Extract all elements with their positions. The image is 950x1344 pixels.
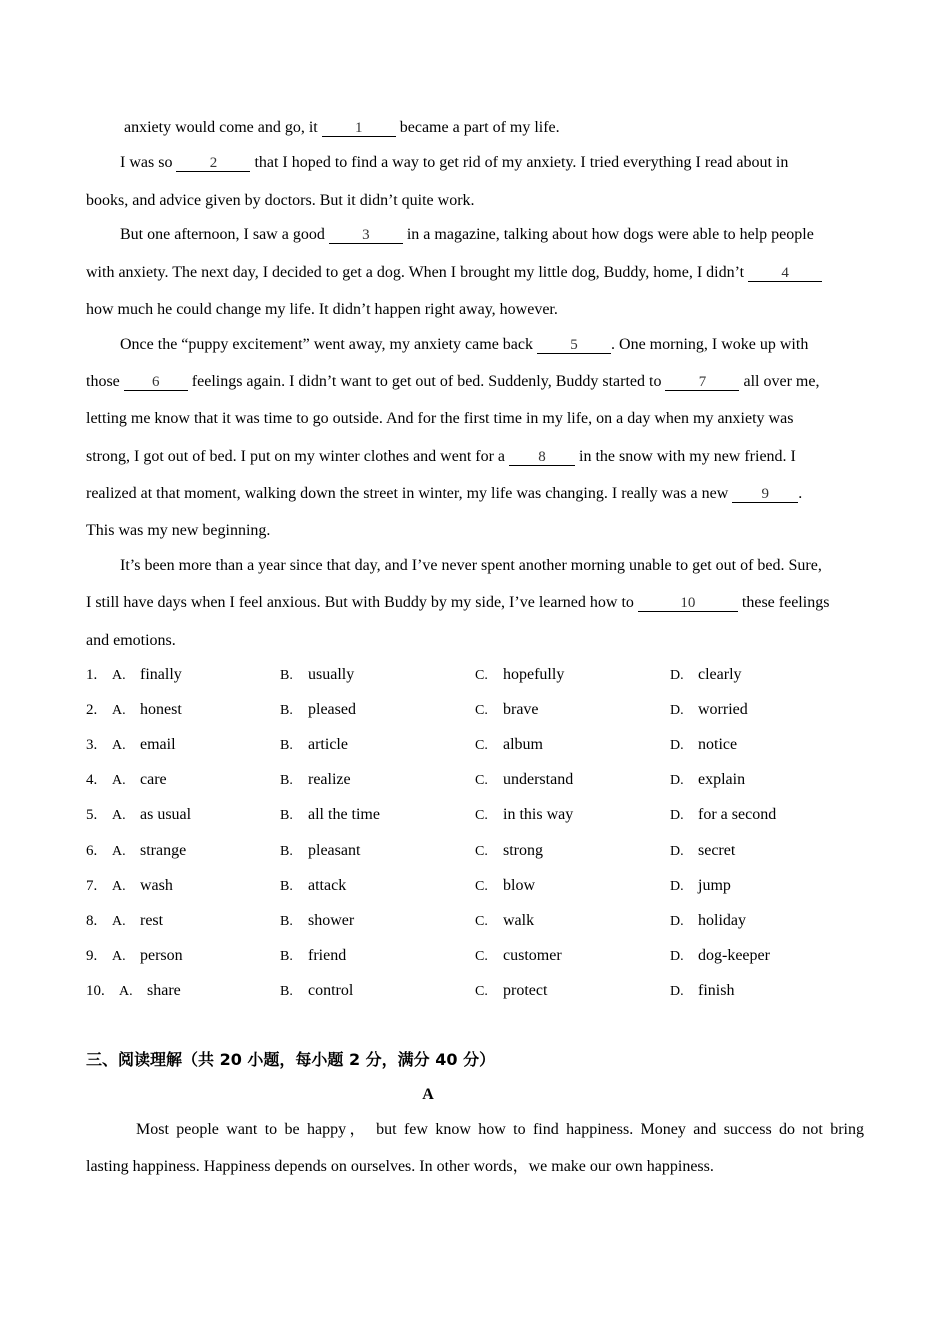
option-c: album — [503, 736, 543, 753]
option-letter: C. — [475, 879, 488, 894]
option-c: understand — [503, 771, 574, 788]
option-b: attack — [308, 877, 347, 894]
option-c: strong — [503, 842, 543, 859]
question-number: 3. — [86, 737, 98, 753]
question-row — [86, 805, 886, 825]
question-row — [86, 770, 886, 790]
passage-line-12: This was my new beginning. — [86, 522, 271, 539]
question-number: 1. — [86, 667, 98, 683]
option-a: honest — [140, 701, 182, 718]
option-d: finish — [698, 982, 735, 999]
passage-line-1 — [124, 118, 902, 138]
option-letter: A. — [112, 703, 126, 718]
passage-line-2 — [120, 153, 864, 173]
text: strong, I got out of bed. I put on my winter clothes and went for a — [86, 448, 510, 465]
text: . — [798, 485, 803, 502]
passage-line-6: how much he could change my life. It didn’t happen right away, however. — [86, 301, 558, 318]
passage-line-3: books, and advice given by doctors. But it didn’t quite work. — [86, 192, 475, 209]
option-c: walk — [503, 912, 535, 929]
text: those — [86, 373, 124, 390]
option-c: blow — [503, 877, 535, 894]
question-row — [86, 665, 886, 685]
option-letter: D. — [670, 914, 684, 929]
option-a: care — [140, 771, 167, 788]
option-a: as usual — [140, 806, 192, 823]
question-number: 8. — [86, 913, 98, 929]
passage-line-4 — [120, 225, 864, 245]
option-letter: B. — [280, 844, 293, 859]
reading-line-2: lasting happiness. Happiness depends on ourselves. In other words，we make our own happiness. — [86, 1158, 714, 1175]
text: that I hoped to find a way to get rid of my anxiety. I tried everything I read about in — [250, 154, 789, 171]
text: in the snow with my new friend. I — [575, 448, 796, 465]
option-letter: B. — [280, 914, 293, 929]
option-letter: A. — [112, 808, 126, 823]
reading-line-1: Most people want to be happy， but few know how to find happiness. Money and success do not bring — [136, 1121, 864, 1138]
passage-line-10 — [86, 447, 864, 467]
option-a: wash — [140, 877, 173, 894]
option-letter: D. — [670, 738, 684, 753]
option-c: customer — [503, 947, 562, 964]
question-number: 7. — [86, 878, 98, 894]
option-letter: B. — [280, 738, 293, 753]
blank-2: 2 — [176, 155, 250, 172]
blank-10: 10 — [638, 595, 738, 612]
text: But one afternoon, I saw a good — [120, 226, 329, 243]
blank-5: 5 — [537, 337, 611, 354]
option-letter: B. — [280, 703, 293, 718]
option-letter: D. — [670, 879, 684, 894]
section-title: 三、阅读理解（共 20 小题，每小题 2 分，满分 40 分） — [86, 1050, 496, 1069]
option-d: notice — [698, 736, 738, 753]
passage-line-15: and emotions. — [86, 632, 176, 649]
question-number: 4. — [86, 772, 98, 788]
option-letter: A. — [112, 738, 126, 753]
option-letter: B. — [280, 808, 293, 823]
option-d: worried — [698, 701, 748, 718]
option-a: strange — [140, 842, 187, 859]
text: these feelings — [737, 594, 830, 611]
question-row — [86, 876, 886, 896]
option-letter: C. — [475, 914, 488, 929]
passage-line-14 — [86, 593, 864, 613]
blank-8: 8 — [509, 449, 575, 466]
question-number: 2. — [86, 702, 98, 718]
text: with anxiety. The next day, I decided to get a dog. When I brought my little dog, Buddy, home, I didn’t — [86, 264, 749, 281]
option-a: rest — [140, 912, 164, 929]
option-a: email — [140, 736, 176, 753]
question-number: 5. — [86, 807, 98, 823]
option-b: article — [308, 736, 348, 753]
option-letter: C. — [475, 844, 488, 859]
text: all over me, — [739, 373, 820, 390]
option-d: secret — [698, 842, 736, 859]
question-row — [86, 946, 886, 966]
option-letter: A. — [112, 844, 126, 859]
option-c: hopefully — [503, 666, 565, 683]
question-row — [86, 735, 886, 755]
text: I was so — [120, 154, 177, 171]
blank-6: 6 — [124, 374, 188, 391]
option-letter: C. — [475, 773, 488, 788]
question-row — [86, 700, 886, 720]
option-letter: A. — [112, 773, 126, 788]
text: anxiety would come and go, it — [124, 119, 322, 136]
option-b: all the time — [308, 806, 380, 823]
passage-line-5 — [86, 263, 864, 283]
option-letter: B. — [280, 773, 293, 788]
option-letter: C. — [475, 808, 488, 823]
option-letter: B. — [280, 949, 293, 964]
option-letter: A. — [112, 879, 126, 894]
question-row — [86, 981, 886, 1001]
text: Once the “puppy excitement” went away, my anxiety came back — [120, 336, 538, 353]
passage-line-9: letting me know that it was time to go outside. And for the first time in my life, on a day when my anxiety was — [86, 410, 794, 427]
option-c: brave — [503, 701, 539, 718]
option-b: realize — [308, 771, 351, 788]
option-d: clearly — [698, 666, 742, 683]
option-letter: B. — [280, 879, 293, 894]
option-d: explain — [698, 771, 746, 788]
option-d: jump — [698, 877, 731, 894]
option-letter: B. — [280, 668, 293, 683]
option-letter: D. — [670, 844, 684, 859]
option-letter: D. — [670, 984, 684, 999]
blank-1: 1 — [322, 120, 396, 137]
passage-line-13: It’s been more than a year since that day, and I’ve never spent another morning unable to get out of bed. Sure, — [120, 557, 822, 574]
option-letter: A. — [112, 949, 126, 964]
text: in a magazine, talking about how dogs were able to help people — [402, 226, 814, 243]
option-letter: A. — [119, 984, 133, 999]
question-row — [86, 841, 886, 861]
text: realized at that moment, walking down the street in winter, my life was changing. I really was a new — [86, 485, 733, 502]
text: I still have days when I feel anxious. But with Buddy by my side, I’ve learned how to — [86, 594, 638, 611]
option-b: friend — [308, 947, 347, 964]
option-letter: D. — [670, 949, 684, 964]
option-letter: A. — [112, 914, 126, 929]
option-letter: B. — [280, 984, 293, 999]
question-number: 10. — [86, 983, 105, 999]
option-letter: A. — [112, 668, 126, 683]
option-letter: C. — [475, 738, 488, 753]
question-number: 6. — [86, 843, 98, 859]
option-a: finally — [140, 666, 182, 683]
text: became a part of my life. — [395, 119, 560, 136]
option-b: control — [308, 982, 354, 999]
option-letter: C. — [475, 703, 488, 718]
question-number: 9. — [86, 948, 98, 964]
passage-line-7 — [120, 335, 864, 355]
text: . One morning, I woke up with — [611, 336, 809, 353]
option-letter: D. — [670, 668, 684, 683]
blank-7: 7 — [665, 374, 739, 391]
text: feelings again. I didn’t want to get out of bed. Suddenly, Buddy started to — [187, 373, 666, 390]
option-c: protect — [503, 982, 548, 999]
option-d: holiday — [698, 912, 746, 929]
option-letter: D. — [670, 773, 684, 788]
blank-9: 9 — [732, 486, 798, 503]
option-letter: C. — [475, 949, 488, 964]
passage-heading: A — [422, 1086, 434, 1103]
option-d: for a second — [698, 806, 777, 823]
option-letter: D. — [670, 808, 684, 823]
question-row — [86, 911, 886, 931]
option-b: usually — [308, 666, 355, 683]
option-d: dog-keeper — [698, 947, 770, 964]
blank-3: 3 — [329, 227, 403, 244]
option-letter: C. — [475, 668, 488, 683]
passage-line-11 — [86, 484, 864, 504]
option-c: in this way — [503, 806, 574, 823]
option-a: person — [140, 947, 183, 964]
blank-4: 4 — [748, 265, 822, 282]
option-letter: C. — [475, 984, 488, 999]
option-b: pleasant — [308, 842, 361, 859]
option-b: shower — [308, 912, 355, 929]
option-letter: D. — [670, 703, 684, 718]
passage-line-8 — [86, 372, 864, 392]
option-a: share — [147, 982, 181, 999]
option-b: pleased — [308, 701, 356, 718]
